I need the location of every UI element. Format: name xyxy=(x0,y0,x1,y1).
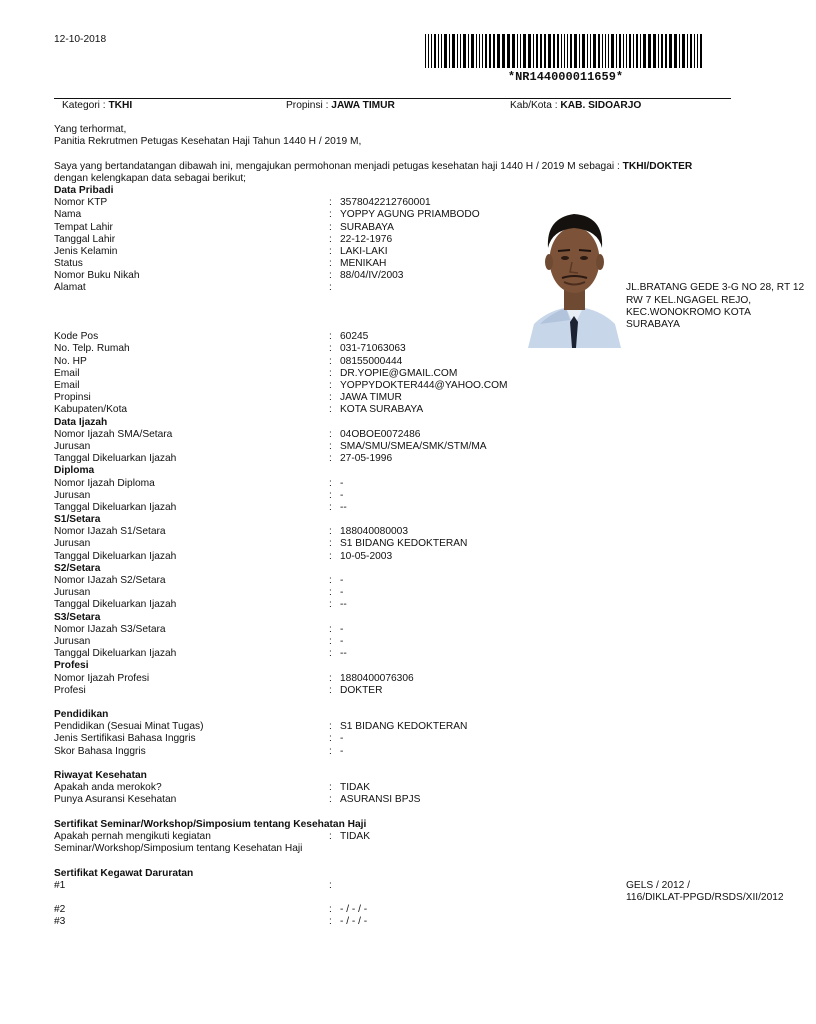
field-label: #1 xyxy=(54,879,66,891)
field-label: Profesi xyxy=(54,684,86,696)
section-profesi: Profesi xyxy=(54,660,89,672)
field-value: - / - / - xyxy=(340,904,368,916)
field-row-kegawat xyxy=(54,879,784,904)
field-label: No. HP xyxy=(54,355,87,367)
field-label: #2 xyxy=(54,904,66,916)
field-row-diploma xyxy=(54,502,731,514)
field-label: Nomor Buku Nikah xyxy=(54,270,140,282)
greeting: Yang terhormat, xyxy=(54,124,127,135)
section-data-ijazah: Data Ijazah xyxy=(54,416,108,428)
field-label: Kabupaten/Kota xyxy=(54,404,128,416)
field-value: 88/04/IV/2003 xyxy=(340,270,404,282)
field-label: Kode Pos xyxy=(54,331,99,343)
field-colon: : xyxy=(329,733,332,745)
field-value: 3578042212760001 xyxy=(340,197,431,209)
field-value: SURABAYA xyxy=(340,221,394,233)
field-label: Nomor KTP xyxy=(54,197,108,209)
field-label: Tanggal Dikeluarkan Ijazah xyxy=(54,453,177,465)
section-s2: S2/Setara xyxy=(54,562,101,574)
field-colon: : xyxy=(329,599,332,611)
field-value: - xyxy=(340,745,344,757)
field-colon: : xyxy=(329,221,332,233)
field-label: No. Telp. Rumah xyxy=(54,343,130,355)
field-colon: : xyxy=(329,879,332,891)
field-row-ijazah xyxy=(54,453,731,465)
field-label: Pendidikan (Sesuai Minat Tugas) xyxy=(54,721,204,733)
statement-end: dengan kelengkapan data sebagai berikut; xyxy=(54,172,247,184)
field-row-s2 xyxy=(54,599,731,611)
field-value: 10-05-2003 xyxy=(340,550,393,562)
field-label: Jurusan xyxy=(54,635,91,647)
field-row-kegawat xyxy=(54,904,731,916)
field-colon: : xyxy=(329,428,332,440)
field-label: Nomor IJazah S1/Setara xyxy=(54,526,166,538)
barcode-number: *NR144000011659* xyxy=(507,70,624,84)
field-row-s3 xyxy=(54,624,731,636)
field-colon: : xyxy=(329,477,332,489)
field-label: Tanggal Dikeluarkan Ijazah xyxy=(54,648,177,660)
field-colon: : xyxy=(329,197,332,209)
field-label: Tempat Lahir xyxy=(54,221,113,233)
field-row-kontak xyxy=(54,368,731,380)
field-colon: : xyxy=(329,355,332,367)
field-value: ASURANSI BPJS xyxy=(340,794,421,806)
field-colon: : xyxy=(329,794,332,806)
header-divider xyxy=(54,98,731,99)
field-row-kontak xyxy=(54,380,731,392)
field-label: Nomor Ijazah Diploma xyxy=(54,477,155,489)
field-row-pribadi xyxy=(54,209,731,221)
field-label: Nomor Ijazah Profesi xyxy=(54,672,150,684)
field-value: 27-05-1996 xyxy=(340,453,393,465)
field-row-diploma xyxy=(54,478,731,490)
field-row-ijazah xyxy=(54,441,731,453)
field-value: JAWA TIMUR xyxy=(340,392,402,404)
field-colon: : xyxy=(329,550,332,562)
field-colon: : xyxy=(329,245,332,257)
field-colon: : xyxy=(329,904,332,916)
field-value: 04OBOE0072486 xyxy=(340,428,421,440)
field-colon: : xyxy=(329,453,332,465)
field-label: Apakah anda merokok? xyxy=(54,782,162,794)
field-colon: : xyxy=(329,648,332,660)
header-propinsi: Propinsi : JAWA TIMUR xyxy=(286,100,395,111)
field-colon: : xyxy=(329,635,332,647)
section-sertifikat-seminar: Sertifikat Seminar/Workshop/Simposium tentang Kesehatan Haji xyxy=(54,818,367,830)
field-label: Jurusan xyxy=(54,440,91,452)
field-row-pribadi xyxy=(54,246,731,258)
field-row-pribadi xyxy=(54,258,731,270)
field-colon: : xyxy=(329,721,332,733)
recipient: Panitia Rekrutmen Petugas Kesehatan Haji Tahun 1440 H / 2019 M, xyxy=(54,136,362,148)
field-colon: : xyxy=(329,258,332,270)
field-row-kontak xyxy=(54,392,731,404)
field-colon: : xyxy=(329,233,332,245)
field-row-seminar: Apakah pernah mengikuti kegiatan Seminar/Workshop/Simposium tentang Kesehatan Haji : TIDAK xyxy=(54,830,371,855)
field-colon: : xyxy=(329,782,332,794)
field-colon: : xyxy=(329,367,332,379)
field-colon: : xyxy=(329,380,332,391)
field-colon: : xyxy=(329,209,332,221)
field-colon: : xyxy=(329,331,332,343)
document-date: 12-10-2018 xyxy=(54,34,107,45)
field-value: S1 BIDANG KEDOKTERAN xyxy=(340,538,468,550)
field-label: Jurusan xyxy=(54,538,91,550)
field-value: 08155000444 xyxy=(340,355,403,367)
field-row-kegawat xyxy=(54,916,731,928)
field-value: GELS / 2012 / 116/DIKLAT-PPGD/RSDS/XII/2012 xyxy=(626,879,784,903)
section-s3: S3/Setara xyxy=(54,611,101,623)
field-colon: : xyxy=(329,392,332,404)
section-riwayat-kesehatan: Riwayat Kesehatan xyxy=(54,770,147,781)
section-pendidikan: Pendidikan xyxy=(54,709,109,721)
field-colon: : xyxy=(329,672,332,684)
field-row-profesi xyxy=(54,673,731,685)
field-colon: : xyxy=(329,270,332,282)
field-value: - xyxy=(340,477,344,489)
field-row-ijazah xyxy=(54,429,731,441)
field-row-s2 xyxy=(54,575,731,587)
field-value: TIDAK xyxy=(340,782,371,794)
field-label: Jenis Sertifikasi Bahasa Inggris xyxy=(54,733,196,745)
field-label: Propinsi xyxy=(54,392,91,404)
barcode-icon xyxy=(425,34,706,68)
field-value: DR.YOPIE@GMAIL.COM xyxy=(340,367,458,379)
field-row-kontak xyxy=(54,331,731,343)
section-diploma: Diploma xyxy=(54,465,95,477)
field-label: Status xyxy=(54,258,83,270)
field-row-kontak xyxy=(54,356,731,368)
field-colon: : xyxy=(329,404,332,416)
field-label: Tanggal Dikeluarkan Ijazah xyxy=(54,501,177,513)
field-colon: : xyxy=(329,587,332,599)
field-value: -- xyxy=(340,599,347,611)
field-colon: : xyxy=(329,623,332,635)
field-row-pribadi xyxy=(54,197,731,209)
field-label: Jurusan xyxy=(54,587,91,599)
field-value: 188040080003 xyxy=(340,526,408,538)
field-row-pribadi xyxy=(54,234,731,246)
field-value: LAKI-LAKI xyxy=(340,245,388,257)
field-label: #3 xyxy=(54,916,66,928)
field-label: Skor Bahasa Inggris xyxy=(54,745,146,757)
field-row-s2 xyxy=(54,587,731,599)
statement: Saya yang bertandatangan dibawah ini, mengajukan permohonan menjadi petugas kesehatan haji 1440 H / 2019 M sebagai : TKHI/DOKTER xyxy=(54,160,693,172)
field-colon: : xyxy=(329,538,332,550)
field-label: Nama xyxy=(54,209,82,221)
header-kategori: Kategori : TKHI xyxy=(62,100,133,111)
field-row-s1 xyxy=(54,551,731,563)
field-label: Email xyxy=(54,367,80,379)
field-label: Email xyxy=(54,380,80,391)
field-label: Jurusan xyxy=(54,489,91,501)
field-row-pendidikan xyxy=(54,746,731,758)
field-value: - xyxy=(340,575,344,586)
field-row-riwayat xyxy=(54,794,731,806)
field-label: Nomor IJazah S2/Setara xyxy=(54,575,166,586)
field-row-alamat: Alamat : JL.BRATANG GEDE 3-G NO 28, RT 12 RW 7 KEL.NGAGEL REJO, KEC.WONOKROMO KOTA SURABAYA xyxy=(54,282,805,331)
field-value: YOPPY AGUNG PRIAMBODO xyxy=(340,209,480,221)
field-value: 22-12-1976 xyxy=(340,233,393,245)
field-row-kontak xyxy=(54,404,731,416)
field-label: Tanggal Dikeluarkan Ijazah xyxy=(54,599,177,611)
field-colon: : xyxy=(329,489,332,501)
field-label: Jenis Kelamin xyxy=(54,245,118,257)
field-colon: : xyxy=(329,440,332,452)
form-body xyxy=(54,124,805,929)
header-kabkota: Kab/Kota : KAB. SIDOARJO xyxy=(510,100,642,111)
field-colon: : xyxy=(329,745,332,757)
field-row-s1 xyxy=(54,538,731,550)
section-data-pribadi: Data Pribadi xyxy=(54,184,114,196)
field-colon: : xyxy=(329,343,332,355)
field-label: Punya Asuransi Kesehatan xyxy=(54,794,177,806)
field-value: S1 BIDANG KEDOKTERAN xyxy=(340,721,468,733)
field-value: 1880400076306 xyxy=(340,672,414,684)
field-label: Nomor Ijazah SMA/Setara xyxy=(54,428,173,440)
field-colon: : xyxy=(329,501,332,513)
field-value: - xyxy=(340,587,344,599)
applicant-photo xyxy=(526,196,623,348)
field-value: -- xyxy=(340,501,347,513)
field-colon: : xyxy=(329,916,332,928)
field-row-s3 xyxy=(54,648,731,660)
field-value: MENIKAH xyxy=(340,258,387,270)
field-colon: : xyxy=(329,684,332,696)
field-row-s1 xyxy=(54,526,731,538)
field-row-profesi xyxy=(54,685,731,697)
field-row-riwayat xyxy=(54,782,731,794)
field-row-kontak xyxy=(54,343,731,355)
field-colon: : xyxy=(329,575,332,586)
field-value: - xyxy=(340,489,344,501)
field-row-s3 xyxy=(54,636,731,648)
field-value: KOTA SURABAYA xyxy=(340,404,424,416)
field-value: 60245 xyxy=(340,331,369,343)
field-value: DOKTER xyxy=(340,684,383,696)
field-value: - xyxy=(340,635,344,647)
field-value: - / - / - xyxy=(340,916,368,928)
field-row-diploma xyxy=(54,490,731,502)
field-colon: : xyxy=(329,526,332,538)
field-label: Tanggal Dikeluarkan Ijazah xyxy=(54,550,177,562)
field-value: 031-71063063 xyxy=(340,343,406,355)
field-value: SMA/SMU/SMEA/SMK/STM/MA xyxy=(340,440,487,452)
field-value: -- xyxy=(340,648,347,660)
section-s1: S1/Setara xyxy=(54,514,101,526)
field-row-pribadi xyxy=(54,270,731,282)
field-value: - xyxy=(340,733,344,745)
section-sertifikat-kegawat: Sertifikat Kegawat Daruratan xyxy=(54,867,194,879)
field-row-pendidikan xyxy=(54,721,731,733)
field-row-pendidikan xyxy=(54,733,731,745)
field-label: Nomor IJazah S3/Setara xyxy=(54,623,166,635)
field-row-pribadi xyxy=(54,222,731,234)
field-label: Tanggal Lahir xyxy=(54,233,116,245)
field-value: YOPPYDOKTER444@YAHOO.COM xyxy=(340,380,508,391)
field-value: - xyxy=(340,623,344,635)
